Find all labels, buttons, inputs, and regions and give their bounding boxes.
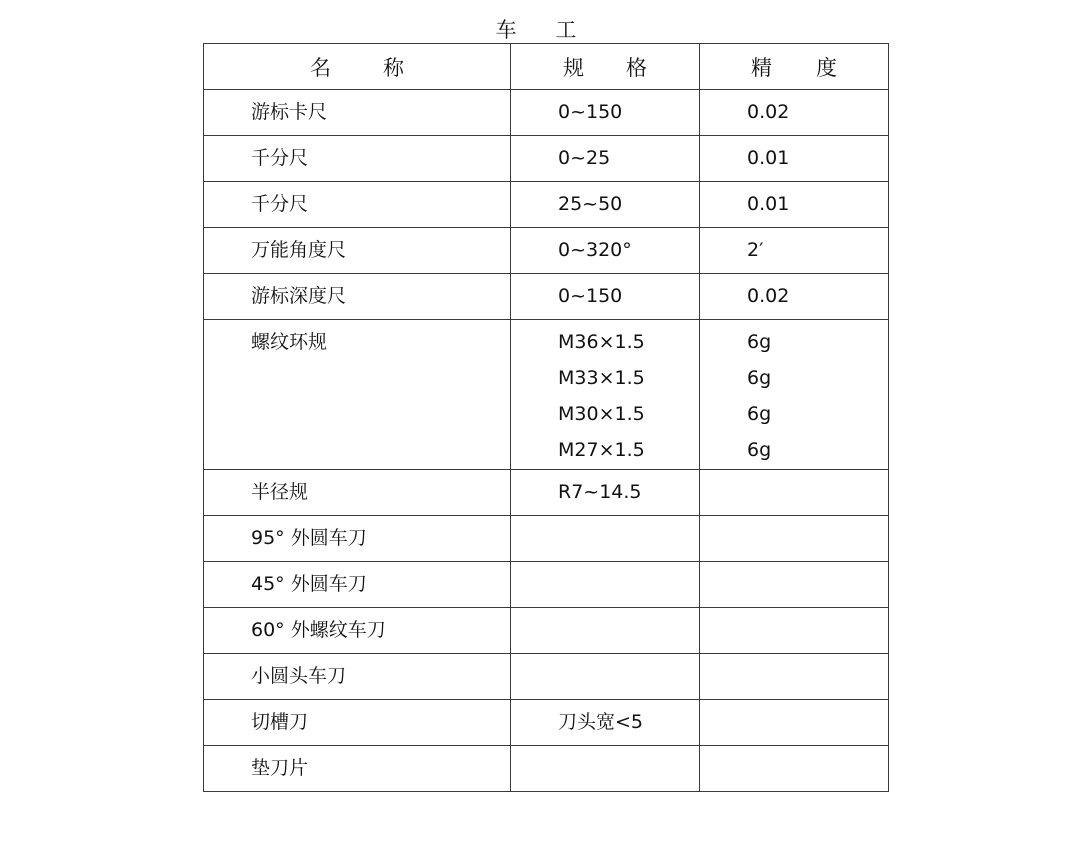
precision-cell [700,274,889,320]
name-cell [204,654,511,700]
tool-precision [700,746,888,750]
tool-precision: 6g [747,439,772,461]
precision-cell [700,182,889,228]
name-cell [204,700,511,746]
tool-name: 千分尺 [251,193,309,215]
precision-cell [700,470,889,516]
spec-cell [511,228,700,274]
tool-spec [511,746,699,750]
precision-cell [700,136,889,182]
tool-name: 万能角度尺 [251,239,347,261]
table-row [204,228,889,274]
precision-cell [700,90,889,136]
name-cell [204,90,511,136]
tool-spec: R7~14.5 [558,481,642,503]
tool-spec: 0~320° [558,239,632,261]
header-spec-char-1: 规 [563,55,584,80]
tool-name: 垫刀片 [251,757,309,779]
precision-cell [700,562,889,608]
tool-spec: 0~150 [558,285,623,307]
spec-cell [511,562,700,608]
precision-cell [700,608,889,654]
tool-name: 95° 外圆车刀 [251,527,367,549]
tool-spec-table [203,43,889,792]
spec-cell [511,320,700,470]
name-cell [204,746,511,792]
spec-cell [511,274,700,320]
header-spec [511,44,700,90]
spec-cell [511,470,700,516]
header-precision-char-1: 精 [751,55,772,80]
tool-name: 60° 外螺纹车刀 [251,619,386,641]
header-precision [700,44,889,90]
table-row [204,470,889,516]
precision-cell [700,654,889,700]
header-name [204,44,511,90]
table-row [204,562,889,608]
table-row [204,608,889,654]
tool-spec: M33×1.5 [558,367,645,389]
spec-cell [511,746,700,792]
table-row [204,746,889,792]
table-row [204,136,889,182]
spec-list [511,320,699,468]
header-name-char-2: 称 [383,55,404,80]
tool-name: 游标卡尺 [251,101,328,123]
header-spec-char-2: 格 [626,55,647,80]
tool-precision [700,608,888,612]
name-cell [204,320,511,470]
document-title: 车 工 [495,18,593,42]
tool-precision [700,470,888,474]
tool-spec: 0~25 [558,147,611,169]
table-row [204,320,889,470]
tool-precision: 2′ [747,239,764,261]
tool-spec: 25~50 [558,193,623,215]
tool-precision [700,700,888,704]
precision-list [700,320,888,468]
table-row [204,700,889,746]
tool-spec [511,608,699,612]
spec-cell [511,516,700,562]
name-cell [204,562,511,608]
name-cell [204,516,511,562]
header-name-char-1: 名 [310,55,331,80]
tool-precision: 0.01 [747,193,790,215]
tool-precision: 0.01 [747,147,790,169]
tool-spec [511,516,699,520]
tool-precision: 6g [747,331,772,353]
name-cell [204,608,511,654]
tool-name: 45° 外圆车刀 [251,573,367,595]
precision-cell [700,516,889,562]
table-row [204,90,889,136]
precision-cell [700,746,889,792]
name-cell [204,182,511,228]
tool-precision [700,562,888,566]
tool-name: 半径规 [251,481,309,503]
tool-precision [700,654,888,658]
spec-cell [511,700,700,746]
tool-precision: 6g [747,367,772,389]
tool-spec [511,562,699,566]
spec-cell [511,608,700,654]
table-row [204,182,889,228]
spec-cell [511,136,700,182]
precision-cell [700,228,889,274]
tool-spec: 0~150 [558,101,623,123]
header-precision-char-2: 度 [816,55,837,80]
name-cell [204,136,511,182]
tool-name: 游标深度尺 [251,285,347,307]
tool-spec [511,654,699,658]
tool-name: 小圆头车刀 [251,665,347,687]
tool-spec: M30×1.5 [558,403,645,425]
tool-precision: 0.02 [747,101,790,123]
tool-precision [700,516,888,520]
precision-cell [700,320,889,470]
spec-cell [511,182,700,228]
tool-name: 千分尺 [251,147,309,169]
tool-spec: 刀头宽<5 [558,711,644,733]
precision-cell [700,700,889,746]
name-cell [204,228,511,274]
tool-spec: M36×1.5 [558,331,645,353]
name-cell [204,274,511,320]
table-row [204,516,889,562]
tool-precision: 6g [747,403,772,425]
table-header-row [204,44,889,90]
table-row [204,274,889,320]
table-row [204,654,889,700]
spec-cell [511,90,700,136]
name-cell [204,470,511,516]
tool-precision: 0.02 [747,285,790,307]
spec-cell [511,654,700,700]
tool-name: 切槽刀 [251,711,309,733]
tool-spec: M27×1.5 [558,439,645,461]
tool-name: 螺纹环规 [251,331,328,353]
